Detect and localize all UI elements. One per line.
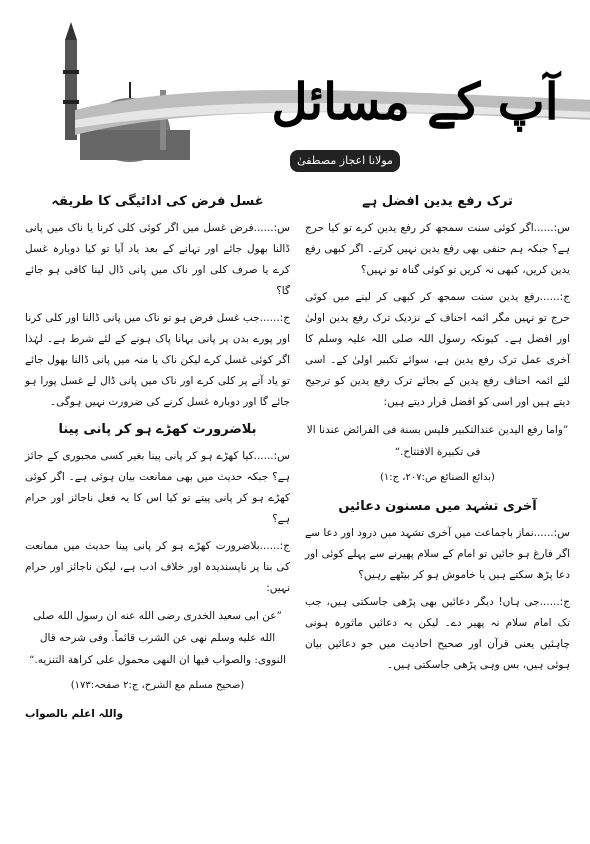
arabic-quote: ”عن ابى سعيد الخدرى رضى الله عنه ان رسول الله صلى الله عليه وسلم نهى عن الشرب قائماً. وفى شرحه قال النووى: والصواب فيها ان النهى محمول على كراهة التنزيه.“ [29,610,286,666]
section-heading: ترک رفع یدین افضل ہے [362,194,513,209]
arabic-quote: ”واما رفع اليدين عندالتكبير فليس بسنة فى الفرائض عندنا الا فى تكبيرة الافتتاح.“ [306,424,569,458]
left-column [25,185,290,725]
question: س:......کیا کھڑے ہو کر پانی پینا بغیر کسی مجبوری کے جائز ہے؟ جبکہ حدیث میں بھی ممانعت بیان ہوئی ہے۔ اگر کوئی کھڑے ہو کر پانی پیتے تو کیا اس کا یہ فعل ناجائز اور حرام ہے؟ [25,450,290,525]
answer: ج:......رفع یدین سنت سمجھ کر کبھی کر لینے میں کوئی حرج تو نہیں مگر ائمہ احناف کے نزدیک ترک رفع یدین اولیٰ اور افضل ہے۔ کیونکہ رسول اللہ صلی اللہ علیہ وسلم کا آخری عمل ترک رفع یدین ہے، سوائے تکبیر اولیٰ کے۔ اسی لئے ائمہ احناف رفع یدین کے بجائے ترک رفع یدین کو ترجیح دیتے ہیں اور اسی کو افضل قرار دیتے ہیں: [305,291,570,408]
question: س:......فرض غسل میں اگر کوئی کلی کرنا یا ناک میں پانی ڈالنا بھول جائے اور نہانے کے بعد یاد آیا تو کیا دوبارہ غسل کرے یا صرف کلی اور ناک میں پانی ڈال لینا کافی ہو جائے گا؟ [25,222,290,297]
page-title: آپ کے مسائل [271,72,559,131]
question: س:......نماز باجماعت میں آخری تشہد میں درود اور دعا سے اگر فارغ ہو جائیں تو امام کے سلام پھیرنے سے پہلے کوئی اور دعا پڑھ سکتے ہیں یا خاموش ہو کر بیٹھے رہیں؟ [305,527,570,581]
section-heading: غسل فرض کی ادائیگی کا طریقہ [51,194,264,209]
answer: ج:......بلاضرورت کھڑے ہو کر پانی پینا حدیث میں ممانعت کی بنا پر ناپسندیدہ اور خلاف ادب ہے، لیکن ناجائز اور حرام نہیں: [25,540,290,594]
closing-line: واللہ اعلم بالصواب [25,708,124,720]
question: س:......اگر کوئی سنت سمجھ کر رفع یدین کرے تو کیا حرج ہے؟ جبکہ ہم حنفی بھی رفع یدین نہیں کرتے۔ اگر کبھی رفع یدین کریں، کبھی نہ کریں تو کوئی گناہ تو نہیں؟ [305,222,570,276]
answer: ج:......جی ہاں! دیگر دعائیں بھی پڑھی جاسکتی ہیں، جب تک امام سلام نہ پھیر دے۔ لیکن یہ دعائیں ماثورہ ہونی چاہئیں یعنی قرآن اور صحیح احادیث میں جو دعائیں بیان ہوئی ہیں، بس وہی پڑھی جاسکتی ہیں۔ [305,596,570,671]
page-header [20,20,580,175]
section-heading: آخری تشہد میں مسنون دعائیں [338,499,537,514]
answer: ج:......جب غسل فرض ہو تو ناک میں پانی ڈالنا اور کلی کرنا اور پورے بدن پر پانی بہانا پاک ہونے کے لئے شرط ہے۔ لہٰذا اگر کوئی غسل کرے لیکن ناک یا منہ میں پانی ڈالنا بھول جائے تو یاد آنے پر کلی کرے اور ناک میں پانی ڈال لے غسل پورا ہو جائے گا اور دوبارہ غسل کرنے کی ضرورت نہیں ہوگی۔ [25,312,290,408]
section-heading: بلاضرورت کھڑے ہو کر پانی پینا [58,422,257,437]
author-byline: مولانا اعجاز مصطفیٰ [290,150,400,172]
reference: (صحیح مسلم مع الشرح، ج:۲ صفحہ:۱۷۳) [70,680,245,691]
right-column [305,185,570,682]
reference: (بدائع الصنائع ص:۲۰۷، ج:۱) [380,472,495,483]
